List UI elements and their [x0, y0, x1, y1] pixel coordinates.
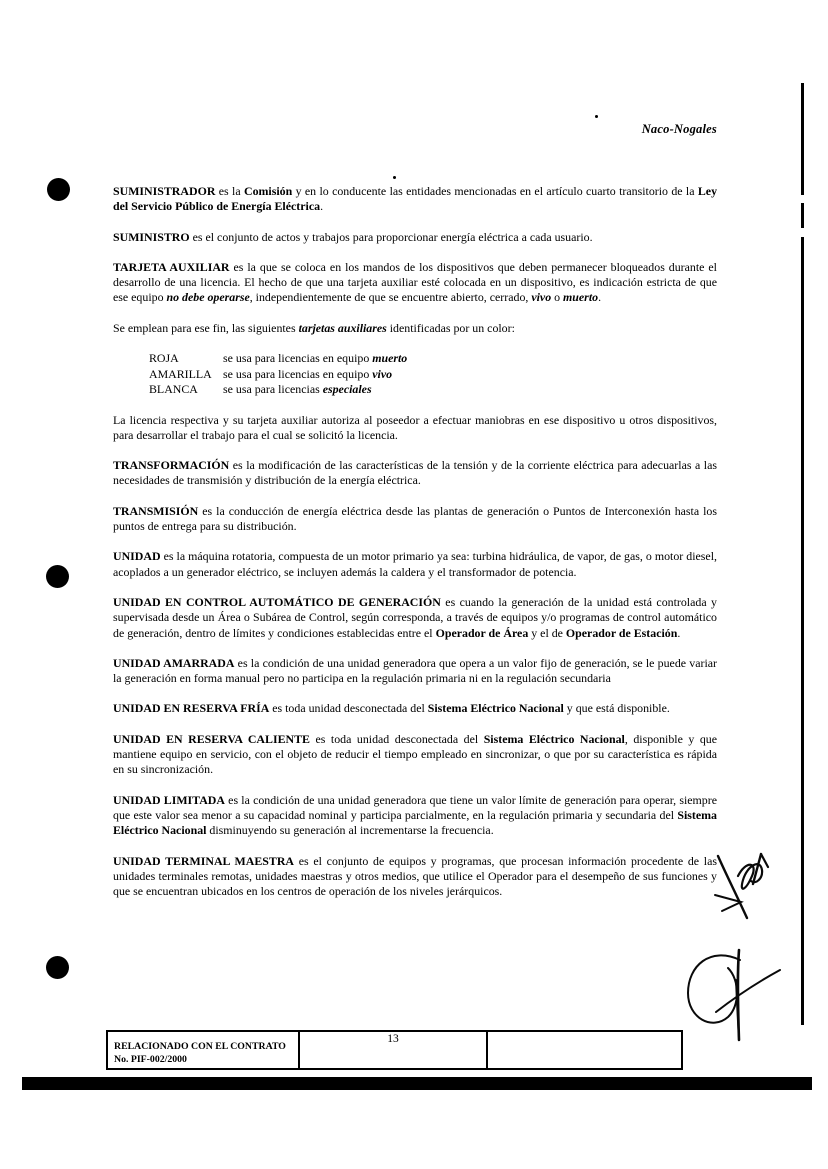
text-segment: es el conjunto de equipos y programas, que procesan información procedente de las unidades terminales remotas, unidades maestras y otros medios, que utilice el Operador para el desempeño de sus funciones y que se encuentran ubicados en los centros de operación de los niveles jerárquicos.	[113, 853, 718, 899]
text-segment: no debe operarse	[166, 290, 250, 305]
text-segment: SUMINISTRADOR	[113, 184, 216, 198]
text-segment: .	[677, 625, 681, 640]
text-segment: se usa para licencias	[223, 382, 323, 397]
text-segment: UNIDAD EN CONTROL AUTOMÁTICO DE GENERACIÓN	[113, 594, 441, 609]
text-segment: se usa para licencias en equipo	[223, 366, 373, 381]
text-segment: es toda unidad desconectada del	[269, 701, 428, 716]
text-segment: muerto	[372, 351, 408, 366]
glossary-paragraph	[113, 854, 717, 900]
text-segment: , disponible y que mantiene equipo en servicio, con el objeto de reducir el tiempo empleado en sincronizar, o que por su característica es rápida en su sincronización.	[113, 731, 717, 777]
text-segment: Operador de Estación	[565, 625, 678, 640]
text-segment: es la modificación de las características de la tensión y de la corriente eléctrica para adecuarlas a las necesidades de transmisión y distribución de la energía eléctrica.	[113, 458, 717, 488]
footer-table	[106, 1030, 683, 1070]
tarjeta-color-name: AMARILLA	[149, 366, 212, 381]
text-segment: o	[551, 290, 564, 305]
text-segment: es cuando la generación de la unidad está controlada y supervisada desde un Área o Subárea de Control, según corresponda, a través de equipos y/o programas de control automático de generación, dentro de límites y condiciones establecidas entre el	[113, 594, 717, 640]
glossary-paragraph	[113, 504, 717, 535]
glossary-paragraph	[113, 230, 717, 245]
tarjeta-color-description	[223, 351, 407, 367]
tarjeta-color-row	[113, 351, 717, 367]
text-segment: UNIDAD EN RESERVA FRÍA	[113, 701, 270, 716]
text-segment: y que está disponible.	[563, 701, 670, 716]
hole-punch-icon	[47, 178, 70, 201]
scan-speck	[393, 176, 396, 179]
text-segment: identificadas por un color:	[386, 320, 515, 335]
text-segment: UNIDAD	[113, 549, 161, 564]
running-header: Naco-Nogales	[641, 122, 717, 136]
tarjeta-color-description	[223, 382, 372, 398]
text-segment: se usa para licencias en equipo	[223, 351, 373, 366]
glossary-paragraph	[113, 793, 717, 839]
text-segment: Ley del Servicio Público de Energía Eléctrica	[113, 184, 718, 214]
text-segment: es el conjunto de actos y trabajos para proporcionar energía eléctrica a cada usuario.	[189, 229, 593, 244]
footer-page-number-cell	[300, 1032, 488, 1068]
glossary-paragraph	[113, 458, 717, 489]
scan-edge-line	[801, 237, 804, 1025]
text-segment: tarjetas auxiliares	[298, 320, 387, 335]
text-segment: UNIDAD TERMINAL MAESTRA	[113, 853, 295, 868]
glossary-paragraph	[113, 656, 717, 687]
text-segment: es la condición de una unidad generadora que opera a un valor fijo de generación, se le puede variar la generación en forma manual pero no participa en la regulación primaria ni en la regulación secundaria	[113, 655, 717, 686]
tarjeta-color-name: ROJA	[149, 351, 179, 366]
text-segment: y el de	[528, 625, 566, 640]
text-segment: Se emplean para ese fin, las siguientes	[113, 320, 299, 335]
footer-contract-line1: RELACIONADO CON EL CONTRATO	[114, 1041, 286, 1052]
scan-artifact-band	[22, 1077, 812, 1090]
text-segment: TARJETA AUXILIAR	[113, 259, 230, 274]
text-segment: UNIDAD AMARRADA	[113, 655, 235, 670]
text-segment: TRANSFORMACIÓN	[113, 458, 230, 473]
text-segment: es la	[215, 184, 244, 198]
glossary-paragraph	[113, 260, 717, 306]
text-segment: especiales	[322, 382, 372, 397]
text-segment: .	[598, 290, 602, 305]
text-segment: disminuyendo su generación al incrementarse la frecuencia.	[206, 823, 494, 838]
scan-edge-line	[801, 203, 804, 228]
page-number: 13	[387, 1033, 399, 1045]
text-segment: Comisión	[243, 184, 293, 198]
tarjeta-color-description	[223, 367, 392, 383]
text-segment: TRANSMISIÓN	[113, 503, 199, 518]
tarjeta-color-name: BLANCA	[149, 382, 198, 397]
glossary-paragraph	[113, 701, 717, 716]
glossary-paragraph	[113, 321, 717, 336]
document-body	[113, 184, 717, 914]
text-segment: SUMINISTRO	[113, 229, 190, 244]
text-segment: .	[320, 199, 324, 214]
tarjeta-color-row	[113, 367, 717, 383]
hole-punch-icon	[46, 956, 69, 979]
text-segment: es la condición de una unidad generadora que tiene un valor límite de generación para operar, siempre que este valor sea menor a su capacidad nominal y participa parcialmente, en la regulación primaria y secundaria del	[113, 792, 717, 822]
text-segment: La licencia respectiva y su tarjeta auxiliar autoriza al poseedor a efectuar maniobras en ese dispositivo u otros dispositivos, para desarrollar el trabajo para el cual se solicitó la licencia.	[113, 412, 717, 442]
text-segment: es toda unidad desconectada del	[309, 731, 484, 746]
text-segment: Sistema Eléctrico Nacional	[113, 807, 717, 838]
hole-punch-icon	[46, 565, 69, 588]
footer-contract-line2: No. PIF-002/2000	[114, 1053, 187, 1065]
glossary-paragraph	[113, 732, 717, 778]
text-segment: muerto	[563, 290, 599, 305]
text-segment: es la que se coloca en los mandos de los dispositivos que deben permanecer bloqueados durante el desarrollo de una licencia. El hecho de que una tarjeta auxiliar esté colocada en un dispositivo, es indicación estricta de que ese equipo	[113, 259, 717, 305]
text-segment: Operador de Área	[435, 625, 529, 640]
text-segment: es la conducción de energía eléctrica desde las plantas de generación o Puntos de Interconexión hasta los puntos de entrega para su distribución.	[113, 503, 717, 534]
scan-speck	[595, 115, 598, 118]
glossary-paragraph	[113, 595, 717, 641]
text-segment: Sistema Eléctrico Nacional	[483, 731, 625, 746]
glossary-paragraph	[113, 549, 717, 580]
tarjeta-color-row	[113, 382, 717, 398]
text-segment: UNIDAD EN RESERVA CALIENTE	[113, 731, 310, 746]
handwritten-signature-icon	[710, 850, 774, 931]
glossary-paragraph	[113, 413, 717, 444]
footer-empty-cell	[488, 1032, 681, 1068]
text-segment: y en lo conducente las entidades mencionadas en el artículo cuarto transitorio de la	[292, 184, 698, 198]
footer-contract-cell	[108, 1032, 300, 1068]
handwritten-signature-icon	[680, 946, 784, 1049]
text-segment: es la máquina rotatoria, compuesta de un motor primario ya sea: turbina hidráulica, de vapor, de gas, o motor diesel, acoplados a un generador eléctrico, se incluyen además la caldera y el transformador de potencia.	[113, 549, 717, 579]
scan-edge-line	[801, 83, 804, 195]
text-segment: UNIDAD LIMITADA	[113, 792, 225, 807]
glossary-paragraph	[113, 184, 717, 215]
text-segment: , independientemente de que se encuentre abierto, cerrado,	[249, 290, 532, 305]
text-segment: vivo	[531, 290, 552, 305]
text-segment: vivo	[372, 366, 393, 381]
text-segment: Sistema Eléctrico Nacional	[427, 701, 564, 716]
